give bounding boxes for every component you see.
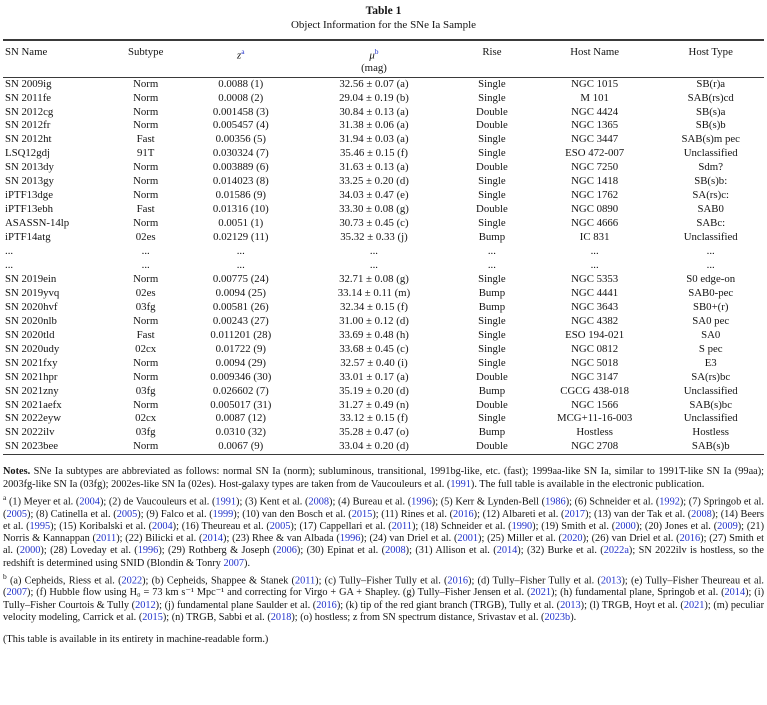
- table-cell: 03fg: [135, 384, 156, 397]
- citation-year-link[interactable]: 1996: [339, 533, 361, 544]
- table-cell: SN 2021fxy: [5, 356, 58, 369]
- table-cell: Double: [476, 370, 508, 383]
- table-cell: SN 2012fr: [5, 119, 51, 132]
- table-cell: ...: [369, 245, 379, 258]
- table-cell: SN 2019ein: [5, 272, 57, 285]
- notes-section: [3, 466, 764, 624]
- table-cell: 0.00775 (24): [212, 272, 269, 285]
- table-cell: Bump: [478, 426, 506, 439]
- table-cell: 0.026602 (7): [212, 384, 269, 397]
- table-cell: 0.01722 (9): [215, 342, 266, 355]
- table-cell: SN 2020tld: [5, 328, 55, 341]
- citation-year-link[interactable]: 2007: [223, 557, 245, 569]
- table-cell: ...: [706, 258, 715, 271]
- notes-label: Notes.: [3, 466, 31, 478]
- table-cell: E3: [704, 356, 717, 369]
- table-cell: 32.34 ± 0.15 (f): [339, 300, 408, 313]
- table-cell: 0.0094 (25): [215, 286, 266, 299]
- table-row: [3, 77, 764, 91]
- citation-year-link[interactable]: 2005: [6, 508, 28, 520]
- table-row: [3, 231, 764, 245]
- table-cell: Bump: [478, 384, 506, 397]
- table-row: [3, 301, 764, 315]
- table-cell: IC 831: [579, 231, 610, 244]
- citation-year-link[interactable]: 2013: [600, 575, 622, 587]
- table-cell: SB(s)a: [696, 105, 726, 118]
- table-cell: 03fg: [135, 426, 156, 439]
- table-cell: Double: [476, 119, 508, 132]
- table-cell: SN 2012ht: [5, 133, 52, 146]
- table-row: [3, 329, 764, 343]
- table-cell: 33.68 ± 0.45 (c): [339, 342, 409, 355]
- table-cell: 0.011201 (28): [210, 328, 272, 341]
- table-cell: SB(s)b:: [694, 175, 728, 188]
- table-cell: SAB(s)b: [691, 440, 730, 453]
- table-cell: 32.57 ± 0.40 (i): [340, 356, 408, 369]
- table-cell: Unclassified: [683, 231, 738, 244]
- table-cell: Double: [476, 161, 508, 174]
- citation-year-link[interactable]: 2017: [564, 508, 586, 520]
- table-cell: NGC 3643: [571, 300, 619, 313]
- table-cell: ...: [487, 245, 496, 258]
- table-cell: LSQ12gdj: [5, 147, 50, 160]
- table-row: [3, 161, 764, 175]
- table-cell: Norm: [133, 314, 159, 327]
- table-cell: Bump: [478, 286, 506, 299]
- table-cell: 02es: [135, 231, 156, 244]
- table-cell: Norm: [133, 175, 159, 188]
- table-cell: 0.0087 (12): [215, 412, 266, 425]
- table-cell: 02cx: [135, 412, 157, 425]
- table-row: [3, 343, 764, 357]
- table-cell: SN 2022eyw: [5, 412, 62, 425]
- table-cell: 91T: [136, 147, 155, 160]
- table-cell: Single: [478, 356, 506, 369]
- table-row: [3, 371, 764, 385]
- table-cell: ...: [487, 258, 496, 271]
- citation-year-link[interactable]: 2016: [679, 533, 701, 544]
- table-row: [3, 273, 764, 287]
- citation-year-link[interactable]: 1996: [137, 545, 159, 557]
- table-cell: NGC 4424: [571, 105, 619, 118]
- table-cell: Unclassified: [683, 412, 738, 425]
- table-row: [3, 217, 764, 231]
- table-cell: Single: [478, 272, 506, 285]
- table-cell: Norm: [133, 77, 159, 90]
- table-cell: 33.14 ± 0.11 (m): [337, 286, 411, 299]
- table-cell: Single: [478, 175, 506, 188]
- table-cell: 0.009346 (30): [210, 370, 272, 383]
- table-cell: Norm: [133, 217, 159, 230]
- citation-year-link[interactable]: 2008: [691, 508, 712, 520]
- table-number: Table 1: [365, 5, 402, 17]
- table-cell: 35.46 ± 0.15 (f): [339, 147, 408, 160]
- table-cell: Hostless: [692, 426, 729, 439]
- table-title: Object Information for the SNe Ia Sample: [290, 19, 477, 31]
- table-cell: 0.0051 (1): [218, 217, 264, 230]
- table-cell: 0.0310 (32): [215, 426, 266, 439]
- citation-year-link[interactable]: 2023b: [544, 611, 571, 623]
- table-cell: SA(rs)c:: [692, 189, 729, 202]
- table-cell: iPTF13ebh: [5, 203, 53, 216]
- table-cell: NGC 0812: [571, 342, 619, 355]
- citation-year-link[interactable]: 2000: [19, 545, 41, 557]
- citation-year-link[interactable]: 1991: [215, 496, 237, 508]
- table-cell: 32.56 ± 0.07 (a): [339, 77, 409, 90]
- table-cell: SN 2013dy: [5, 161, 54, 174]
- table-cell: SA0 pec: [692, 314, 730, 327]
- table-cell: NGC 3147: [571, 370, 619, 383]
- table-cell: NGC 1365: [571, 119, 619, 132]
- table-cell: Norm: [133, 189, 159, 202]
- table-cell: NGC 7250: [571, 161, 619, 174]
- table-cell: NGC 1566: [571, 398, 619, 411]
- table-cell: NGC 1418: [571, 175, 619, 188]
- table-cell: NGC 1762: [571, 189, 619, 202]
- table-cell: ...: [590, 245, 599, 258]
- table-cell: 0.0088 (1): [218, 77, 264, 90]
- table-cell: 0.0094 (29): [215, 356, 266, 369]
- table-cell: 0.01586 (9): [215, 189, 266, 202]
- sne-ia-sample-table: [3, 41, 764, 455]
- citation-year-link[interactable]: 1991: [450, 478, 471, 490]
- citation-year-link[interactable]: 2020: [561, 533, 583, 544]
- table-cell: SAB(s)m pec: [681, 133, 740, 146]
- table-cell: 30.73 ± 0.45 (c): [339, 217, 409, 230]
- table-cell: Norm: [133, 356, 159, 369]
- citation-year-link[interactable]: 2012: [135, 599, 156, 611]
- table-cell: Fast: [136, 203, 155, 216]
- citation-year-link[interactable]: 2022: [121, 575, 143, 587]
- citation-year-link[interactable]: 1992: [659, 496, 680, 508]
- table-cell: 0.030324 (7): [212, 147, 269, 160]
- table-cell: ESO 194-021: [565, 328, 625, 341]
- table-cell: 31.38 ± 0.06 (a): [339, 119, 409, 132]
- table-cell: Single: [478, 314, 506, 327]
- citation-year-link[interactable]: 2007: [6, 587, 28, 599]
- footnote-b-marker: b: [3, 571, 7, 581]
- table-row: [3, 92, 764, 106]
- table-cell: SAB(s)bc: [689, 398, 732, 411]
- table-row: [3, 203, 764, 217]
- table-cell: ...: [369, 258, 379, 271]
- table-cell: M 101: [580, 91, 609, 104]
- table-row: [3, 175, 764, 189]
- table-row: [3, 385, 764, 399]
- table-cell: 33.12 ± 0.15 (f): [339, 412, 408, 425]
- citation-year-link[interactable]: 1986: [545, 496, 566, 508]
- table-row: [3, 440, 764, 454]
- table-cell: SAB(rs)cd: [687, 91, 734, 104]
- citation-year-link[interactable]: 2016: [447, 575, 469, 587]
- table-cell: 30.84 ± 0.13 (a): [339, 105, 409, 118]
- table-row: [3, 133, 764, 147]
- table-cell: ...: [141, 245, 150, 258]
- table-cell: NGC 3447: [571, 133, 619, 146]
- table-cell: SN 2011fe: [5, 91, 52, 104]
- table-row: [3, 357, 764, 371]
- citation-year-link[interactable]: 2004: [152, 520, 173, 532]
- col-header-subtype: Subtype: [106, 41, 186, 77]
- table-cell: Double: [476, 398, 508, 411]
- table-row: [3, 259, 764, 273]
- table-cell: 29.04 ± 0.19 (b): [339, 91, 409, 104]
- table-cell: SB(s)b: [695, 119, 726, 132]
- table-cell: SB(r)a: [696, 77, 726, 90]
- table-cell: 31.94 ± 0.03 (a): [339, 133, 409, 146]
- table-cell: NGC 5018: [571, 356, 619, 369]
- table-cell: Unclassified: [683, 384, 738, 397]
- table-cell: 34.03 ± 0.47 (e): [339, 189, 409, 202]
- table-cell: Single: [478, 147, 506, 160]
- table-row: [3, 147, 764, 161]
- footnote-link-b[interactable]: b: [374, 47, 379, 56]
- table-cell: 0.005457 (4): [212, 119, 269, 132]
- footnote-a-marker: a: [3, 492, 7, 502]
- table-cell: ASASSN-14lp: [5, 217, 70, 230]
- col-header-sn-name: SN Name: [3, 41, 106, 77]
- citation-year-link[interactable]: 2013: [560, 599, 581, 611]
- citation-year-link[interactable]: 2011: [294, 575, 316, 587]
- citation-year-link[interactable]: 2014: [202, 533, 224, 544]
- citation-year-link[interactable]: 2005: [269, 520, 291, 532]
- col-header-redshift: $z^a$: [186, 41, 296, 77]
- citation-year-link[interactable]: 2021: [683, 599, 705, 611]
- col-header-host-type: Host Type: [657, 41, 764, 77]
- table-cell: NGC 0890: [571, 203, 619, 216]
- table-row: [3, 412, 764, 426]
- table-cell: 33.04 ± 0.20 (d): [339, 440, 409, 453]
- table-cell: NGC 4666: [571, 217, 619, 230]
- table-cell: 0.0067 (9): [218, 440, 264, 453]
- table-cell: ...: [590, 258, 599, 271]
- table-cell: SN 2022ilv: [5, 426, 55, 439]
- table-cell: 32.71 ± 0.08 (g): [339, 272, 409, 285]
- table-row: [3, 399, 764, 413]
- table-cell: SN 2020hvf: [5, 300, 58, 313]
- table-cell: SAB0-pec: [688, 286, 734, 299]
- table-cell: Bump: [478, 231, 506, 244]
- table-cell: Single: [478, 77, 506, 90]
- citation-year-link[interactable]: 2014: [496, 545, 518, 557]
- table-cell: SN 2020nlb: [5, 314, 57, 327]
- table-cell: SN 2009ig: [5, 77, 52, 90]
- citation-year-link[interactable]: 2005: [116, 508, 138, 520]
- table-cell: 0.02129 (11): [213, 231, 269, 244]
- citation-year-link[interactable]: 2021: [530, 587, 551, 599]
- table-cell: Norm: [133, 398, 159, 411]
- table-cell: MCG+11-16-003: [557, 412, 633, 425]
- table-cell: NGC 4382: [571, 314, 619, 327]
- citation-year-link[interactable]: 2014: [724, 587, 746, 599]
- table-cell: 33.01 ± 0.17 (a): [339, 370, 409, 383]
- table-cell: 33.25 ± 0.20 (d): [339, 175, 409, 188]
- table-cell: SN 2019yvq: [5, 286, 60, 299]
- table-cell: Bump: [478, 300, 506, 313]
- table-cell: ...: [236, 258, 245, 271]
- table-cell: Norm: [133, 105, 159, 118]
- table-cell: SABc:: [696, 217, 726, 230]
- table-cell: Norm: [133, 161, 159, 174]
- table-cell: NGC 1015: [571, 77, 619, 90]
- col-header-mag-unit: (mag): [361, 62, 387, 75]
- table-cell: ESO 472-007: [565, 147, 625, 160]
- citation-year-link[interactable]: 2022a: [603, 545, 629, 557]
- citation-year-link[interactable]: 2016: [316, 599, 337, 611]
- citation-year-link[interactable]: 1995: [29, 520, 51, 532]
- table-cell: SN 2021hpr: [5, 370, 58, 383]
- table-header-row: [3, 41, 764, 77]
- table-cell: iPTF13dge: [5, 189, 53, 202]
- table-cell: SN 2020udy: [5, 342, 60, 355]
- table-cell: Norm: [133, 440, 159, 453]
- table-row: [3, 315, 764, 329]
- table-cell: Single: [478, 189, 506, 202]
- table-row: [3, 189, 764, 203]
- table-cell: 0.01316 (10): [212, 203, 269, 216]
- citation-year-link[interactable]: 2016: [453, 508, 474, 520]
- table-cell: 03fg: [135, 300, 156, 313]
- table-cell: Single: [478, 133, 506, 146]
- table-cell: 0.014023 (8): [212, 175, 269, 188]
- citation-year-link[interactable]: 1996: [411, 496, 432, 508]
- table-cell: NGC 2708: [571, 440, 619, 453]
- table-cell: Single: [478, 328, 506, 341]
- table-cell: 0.001458 (3): [212, 105, 269, 118]
- table-cell: 0.003889 (6): [212, 161, 269, 174]
- table-cell: SN 2013gy: [5, 175, 54, 188]
- table-cell: CGCG 438-018: [560, 384, 629, 397]
- table-cell: SA0: [701, 328, 721, 341]
- col-header-rise: Rise: [452, 41, 532, 77]
- table-cell: SN 2021zny: [5, 384, 59, 397]
- table-cell: NGC 5353: [571, 272, 619, 285]
- table-cell: SB0+(r): [692, 300, 729, 313]
- notes-paragraph: Notes. SNe Ia subtypes are abbreviated as follows: normal SN Ia (norm); subluminous, transitional, 1991bg-like, etc. (fast); 1999aa-like SN Ia, similar to 1991T-like SN Ia (99aa); 2003fg-like SN Ia (03fg); 2002es-like SN Ia (02es). Host-galaxy types are taken from de Vaucouleurs et al. (1991). The full table is available in the electronic publication.: [3, 466, 764, 490]
- citation-year-link[interactable]: 2006: [276, 545, 297, 557]
- table-cell: 0.00243 (27): [212, 314, 269, 327]
- table-cell: S0 edge-on: [686, 272, 736, 285]
- footnote-link-a[interactable]: a: [241, 47, 245, 56]
- table-cell: Norm: [133, 119, 159, 132]
- table-cell: 31.63 ± 0.13 (a): [339, 161, 409, 174]
- table-cell: NGC 4441: [571, 286, 619, 299]
- table-cell: 02cx: [135, 342, 157, 355]
- citation-year-link[interactable]: 2000: [615, 520, 636, 532]
- table-row: [3, 106, 764, 120]
- table-cell: Double: [476, 440, 508, 453]
- table-cell: 0.005017 (31): [210, 398, 272, 411]
- citation-year-link[interactable]: 2001: [457, 533, 479, 544]
- table-cell: ...: [236, 245, 245, 258]
- citation-year-link[interactable]: 2008: [385, 545, 406, 557]
- table-cell: SN 2023bee: [5, 440, 59, 453]
- citation-year-link[interactable]: 2011: [95, 533, 117, 544]
- table-cell: Single: [478, 342, 506, 355]
- table-cell: Single: [478, 91, 506, 104]
- col-header-host-name: Host Name: [532, 41, 658, 77]
- table-cell: Fast: [136, 328, 155, 341]
- table-cell: Single: [478, 412, 506, 425]
- table-cell: Sdm?: [698, 161, 723, 174]
- table-cell: Norm: [133, 272, 159, 285]
- table-cell: Fast: [136, 133, 155, 146]
- table-cell: ...: [706, 245, 715, 258]
- citation-year-link[interactable]: 2011: [391, 520, 412, 532]
- footnote-a: $^a$ (1) Meyer et al. (2004); (2) de Vaucouleurs et al. (1991); (3) Kent et al. (2008); (4) Bureau et al. (1996); (5) Kerr & Lynden-Bell (1986); (6) Schneider et al. (1992); (7) Springob et al. (2005); (8) Catinella et al. (2005); (9) Falco et al. (1999); (10) van den Bosch et al. (2015); (11) Rines et al. (2016); (12) Albareti et al. (2017); (13) van der Tak et al. (2008); (14) Beers et al. (1995); (15) Koribalski et al. (2004); (16) Theureau et al. (2005); (17) Cappellari et al. (2011); (18) Schneider et al. (1990); (19) Smith et al. (2000); (20) Jones et al. (2009); (21) Norris & Kannappan (2011); (22) Bilicki et al. (2014); (23) Rhee & van Albada (1996); (24) van Driel et al. (2001); (25) Miller et al. (2020); (26) van Driel et al. (2016); (27) Smith et al. (2000); (28) Loveday et al. (1996); (29) Rothberg & Joseph (2006); (30) Epinat et al. (2008); (31) Allison et al. (2014); (32) Burke et al. (2022a); SN 2022ilv is hostless, so the redshift is determined using SNID (Blondin & Tonry 2007).: [3, 492, 765, 569]
- table-cell: 0.0008 (2): [218, 91, 264, 104]
- col-header-distance-modulus: $\mu^b$ (mag): [296, 41, 452, 77]
- table-cell: 35.19 ± 0.20 (d): [339, 384, 409, 397]
- table-cell: 31.27 ± 0.49 (n): [339, 398, 409, 411]
- table-row: [3, 119, 764, 133]
- table-cell: 0.00581 (26): [212, 300, 269, 313]
- table-row: [3, 287, 764, 301]
- citation-year-link[interactable]: 2008: [308, 496, 330, 508]
- table-row: [3, 426, 764, 440]
- table-cell: SN 2021aefx: [5, 398, 62, 411]
- table-cell: ...: [141, 258, 150, 271]
- table-cell: Norm: [133, 370, 159, 383]
- table-cell: 33.69 ± 0.48 (h): [339, 328, 409, 341]
- table-cell: iPTF14atg: [5, 231, 51, 244]
- table-cell: Norm: [133, 91, 159, 104]
- table-cell: ...: [5, 258, 14, 271]
- table-cell: 35.32 ± 0.33 (j): [340, 231, 408, 244]
- table-row: [3, 245, 764, 259]
- table-caption: [3, 5, 764, 32]
- table-cell: ...: [5, 245, 14, 258]
- table-cell: Unclassified: [683, 147, 738, 160]
- citation-year-link[interactable]: 2009: [717, 520, 738, 532]
- footnote-b: $^b$ (a) Cepheids, Riess et al. (2022); (b) Cepheids, Shappee & Stanek (2011); (c) Tully–Fisher Tully et al. (2016); (d) Tully–Fisher Tully et al. (2013); (e) Tully–Fisher Theureau et al. (2007); (f) Hubble flow using H₀ = 73 km s⁻¹ Mpc⁻¹ and correcting for Virgo + GA + Shapley. (g) Tully–Fisher Jensen et al. (2021); (h) fundamental plane, Springob et al. (2014); (i) Tully–Fisher Courtois & Tully (2012); (j) fundamental plane Saulder et al. (2016); (k) tip of the red giant branch (TRGB), Tully et al. (2013); (l) TRGB, Hoyt et al. (2021); (m) peculiar velocity modeling, Carrick et al. (2015); (n) TRGB, Sabbi et al. (2018); (o) hostless; z from SN spectrum distance, Srivastav et al. (2023b).: [3, 571, 764, 623]
- table-cell: SA(rs)bc: [691, 370, 731, 383]
- table-cell: Double: [476, 203, 508, 216]
- table-body: [3, 77, 764, 455]
- citation-year-link[interactable]: 2004: [79, 496, 100, 508]
- table-cell: 35.28 ± 0.47 (o): [339, 426, 409, 439]
- table-cell: S pec: [698, 342, 723, 355]
- citation-year-link[interactable]: 2015: [351, 508, 373, 520]
- availability-note: (This table is available in its entirety in machine-readable form.): [3, 634, 269, 646]
- table-cell: 33.30 ± 0.08 (g): [339, 203, 409, 216]
- citation-year-link[interactable]: 2015: [142, 611, 163, 623]
- table-cell: Single: [478, 217, 506, 230]
- citation-year-link[interactable]: 1990: [511, 520, 533, 532]
- table-cell: 31.00 ± 0.12 (d): [339, 314, 409, 327]
- table-cell: SN 2012cg: [5, 105, 54, 118]
- table-cell: SAB0: [697, 203, 724, 216]
- citation-year-link[interactable]: 2018: [270, 611, 292, 623]
- table-cell: 02es: [135, 286, 156, 299]
- table-cell: Hostless: [576, 426, 613, 439]
- table-cell: 0.00356 (5): [215, 133, 266, 146]
- table-cell: Double: [476, 105, 508, 118]
- citation-year-link[interactable]: 1999: [212, 508, 234, 520]
